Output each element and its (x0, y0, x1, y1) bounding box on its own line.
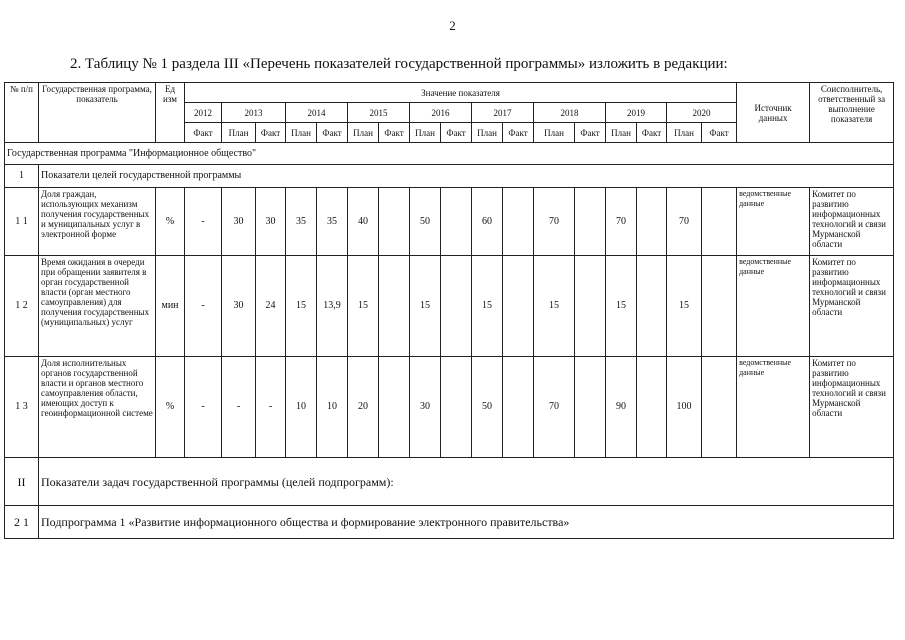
value-cell: 15 (286, 256, 317, 357)
value-cell: - (185, 357, 222, 458)
header-year: 2016 (410, 103, 472, 123)
source-cell: ведомственные данные (737, 188, 810, 256)
header-value-group: Значение показателя (185, 83, 737, 103)
row-number: 1 3 (5, 357, 39, 458)
coexecutor-cell: Комитет по развитию информационных технологий и связи Мурманской области (810, 188, 894, 256)
value-cell: 30 (222, 188, 256, 256)
section-label: Показатели задач государственной программы (целей подпрограмм): (39, 458, 894, 506)
value-cell (379, 188, 410, 256)
header-fact: Факт (256, 123, 286, 143)
table-row (5, 256, 894, 357)
coexecutor-cell: Комитет по развитию информационных технологий и связи Мурманской области (810, 357, 894, 458)
value-cell: - (222, 357, 256, 458)
value-cell (575, 357, 606, 458)
table-header-row (5, 83, 894, 103)
value-cell: 90 (606, 357, 637, 458)
value-cell (503, 357, 534, 458)
header-program: Государственная программа, показатель (39, 83, 156, 143)
value-cell (637, 357, 667, 458)
header-year: 2012 (185, 103, 222, 123)
value-cell (637, 188, 667, 256)
header-year: 2015 (348, 103, 410, 123)
value-cell (441, 256, 472, 357)
section-row (5, 458, 894, 506)
indicator-name: Время ожидания в очереди при обращении заявителя в орган государственной власти (орган местного самоуправления) для получения государственных (муниципальных) услуг (39, 256, 156, 357)
value-cell: 35 (317, 188, 348, 256)
coexecutor-cell: Комитет по развитию информационных технологий и связи Мурманской области (810, 256, 894, 357)
subprogram-row (5, 506, 894, 539)
row-number: 1 1 (5, 188, 39, 256)
value-cell (441, 357, 472, 458)
header-plan: План (534, 123, 575, 143)
header-year: 2017 (472, 103, 534, 123)
value-cell: 100 (667, 357, 702, 458)
section-number: II (5, 458, 39, 506)
table-row (5, 188, 894, 256)
section-row (5, 165, 894, 188)
program-title: Государственная программа "Информационное общество" (5, 143, 894, 165)
section-number: 1 (5, 165, 39, 188)
header-plan: План (667, 123, 702, 143)
value-cell: 15 (534, 256, 575, 357)
value-cell: - (185, 188, 222, 256)
value-cell: 15 (410, 256, 441, 357)
header-plan: План (410, 123, 441, 143)
unit-cell: % (156, 188, 185, 256)
value-cell: 60 (472, 188, 503, 256)
value-cell: 13,9 (317, 256, 348, 357)
value-cell: 10 (317, 357, 348, 458)
header-plan: План (222, 123, 256, 143)
value-cell: 30 (410, 357, 441, 458)
value-cell: 15 (348, 256, 379, 357)
value-cell: 70 (534, 188, 575, 256)
value-cell: 50 (410, 188, 441, 256)
page-number: 2 (449, 18, 456, 33)
value-cell: 70 (534, 357, 575, 458)
header-fact: Факт (317, 123, 348, 143)
section-label: Показатели целей государственной программы (39, 165, 894, 188)
value-cell: - (256, 357, 286, 458)
value-cell (702, 256, 737, 357)
header-year: 2018 (534, 103, 606, 123)
value-cell: 15 (472, 256, 503, 357)
value-cell: 40 (348, 188, 379, 256)
header-year: 2014 (286, 103, 348, 123)
header-fact: Факт (503, 123, 534, 143)
header-year: 2013 (222, 103, 286, 123)
subprogram-label: Подпрограмма 1 «Развитие информационного общества и формирование электронного правительства» (39, 506, 894, 539)
header-fact: Факт (702, 123, 737, 143)
header-fact: Факт (575, 123, 606, 143)
header-fact: Факт (379, 123, 410, 143)
value-cell: 70 (667, 188, 702, 256)
indicator-name: Доля граждан, использующих механизм получения государственных и муниципальных услуг в электронной форме (39, 188, 156, 256)
value-cell (702, 188, 737, 256)
header-coexecutor: Соисполнитель, ответственный за выполнение показателя (810, 83, 894, 143)
value-cell: 24 (256, 256, 286, 357)
header-plan: План (348, 123, 379, 143)
program-title-row (5, 143, 894, 165)
header-fact: Факт (185, 123, 222, 143)
subprogram-number: 2 1 (5, 506, 39, 539)
value-cell: 20 (348, 357, 379, 458)
header-num: № п/п (5, 83, 39, 143)
value-cell (575, 188, 606, 256)
indicators-table (4, 82, 894, 539)
value-cell (379, 357, 410, 458)
table-row (5, 357, 894, 458)
value-cell: 15 (606, 256, 637, 357)
value-cell: 30 (256, 188, 286, 256)
value-cell: 35 (286, 188, 317, 256)
source-cell: ведомственные данные (737, 256, 810, 357)
header-year: 2019 (606, 103, 667, 123)
value-cell: 50 (472, 357, 503, 458)
header-plan: План (606, 123, 637, 143)
header-source: Источник данных (737, 83, 810, 143)
value-cell (702, 357, 737, 458)
header-plan: План (472, 123, 503, 143)
header-fact: Факт (637, 123, 667, 143)
value-cell (379, 256, 410, 357)
value-cell (575, 256, 606, 357)
value-cell (637, 256, 667, 357)
header-unit: Ед изм (156, 83, 185, 143)
value-cell: 10 (286, 357, 317, 458)
row-number: 1 2 (5, 256, 39, 357)
header-plan: План (286, 123, 317, 143)
value-cell (503, 256, 534, 357)
value-cell (441, 188, 472, 256)
document-heading: 2. Таблицу № 1 раздела III «Перечень показателей государственной программы» изложить в редакции: (70, 56, 728, 72)
value-cell: 70 (606, 188, 637, 256)
header-year: 2020 (667, 103, 737, 123)
value-cell: 30 (222, 256, 256, 357)
value-cell: 15 (667, 256, 702, 357)
header-fact: Факт (441, 123, 472, 143)
unit-cell: мин (156, 256, 185, 357)
source-cell: ведомственные данные (737, 357, 810, 458)
value-cell (503, 188, 534, 256)
indicator-name: Доля исполнительных органов государственной власти и органов местного самоуправления области, имеющих доступ к геоинформационной системе (39, 357, 156, 458)
value-cell: - (185, 256, 222, 357)
unit-cell: % (156, 357, 185, 458)
